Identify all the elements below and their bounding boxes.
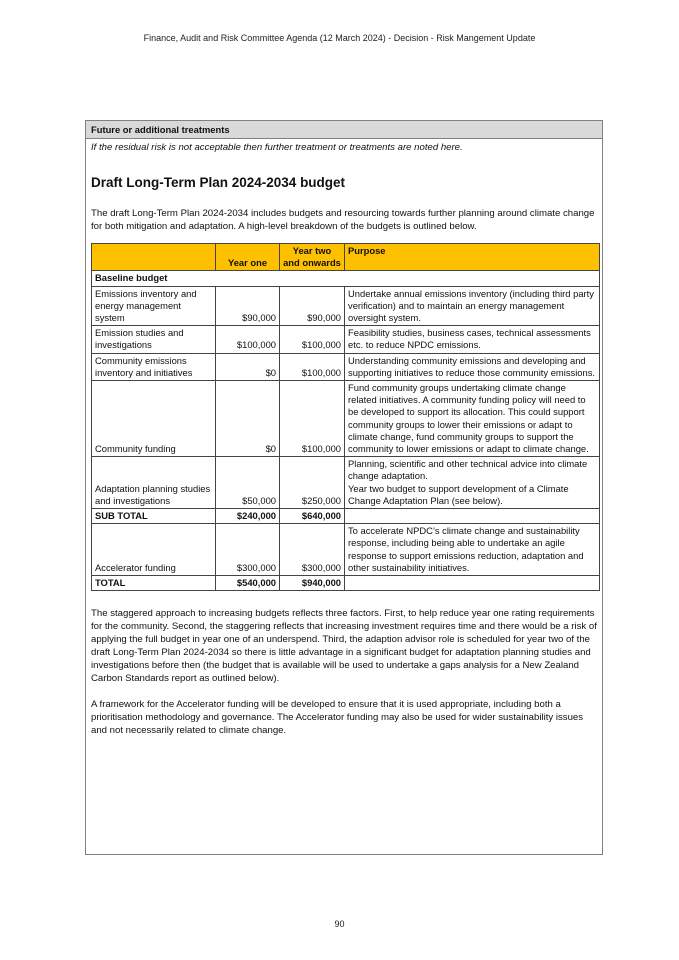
table-row (92, 286, 600, 326)
intro-paragraph: The draft Long-Term Plan 2024-2034 includes budgets and resourcing towards further planning around climate change for both mitigation and adaptation. A high-level breakdown of the budgets is outlined below. (91, 208, 595, 232)
baseline-row (92, 271, 600, 286)
row-year-two: $90,000 (280, 286, 345, 326)
total-label: TOTAL (92, 576, 216, 591)
header-year-one-label: Year one (227, 257, 268, 269)
total-year-two: $940,000 (280, 576, 345, 591)
row-purpose: Fund community groups undertaking climate change related initiatives. A community funding policy will need to be developed to support its allocation. This could support community groups to lower their emissions or adapt to climate change, fund community groups to support the community to lower emissions or adapt to climate change. (345, 381, 600, 457)
row-purpose: Feasibility studies, business cases, technical assessments etc. to reduce NPDC emissions. (345, 326, 600, 353)
total-purpose (345, 576, 600, 591)
budget-heading: Draft Long-Term Plan 2024-2034 budget (91, 175, 346, 190)
table-row (92, 326, 600, 353)
subtotal-year-one: $240,000 (216, 509, 280, 524)
subtotal-row (92, 509, 600, 524)
total-row (92, 576, 600, 591)
subtotal-purpose (345, 509, 600, 524)
header-year-two (280, 244, 345, 271)
row-purpose (345, 457, 600, 509)
section-note: If the residual risk is not acceptable then further treatment or treatments are noted here. (91, 142, 463, 153)
page-number: 90 (334, 919, 345, 929)
accelerator-year-one: $300,000 (216, 524, 280, 576)
row-year-two: $100,000 (280, 326, 345, 353)
subtotal-label: SUB TOTAL (92, 509, 216, 524)
row-year-one: $0 (216, 381, 280, 457)
row-purpose-line2: Year two budget to support development of a Climate Change Adaptation Plan (see below). (348, 482, 569, 506)
section-header: Future or additional treatments (86, 121, 602, 139)
row-item: Community emissions inventory and initiatives (92, 353, 216, 380)
header-year-two-line1: Year two (292, 245, 332, 256)
row-year-two: $100,000 (280, 353, 345, 380)
row-item: Emission studies and investigations (92, 326, 216, 353)
table-row (92, 457, 600, 509)
budget-table (91, 243, 600, 591)
row-item: Emissions inventory and energy management system (92, 286, 216, 326)
row-purpose: Understanding community emissions and developing and supporting initiatives to reduce those community emissions. (345, 353, 600, 380)
accelerator-item: Accelerator funding (92, 524, 216, 576)
row-year-one: $90,000 (216, 286, 280, 326)
header-year-one (216, 244, 280, 271)
table-row (92, 381, 600, 457)
staggered-paragraph: The staggered approach to increasing budgets reflects three factors. First, to help reduce year one rating requirements for the community. Second, the staggering reflects that increasing investment requires time and there would be a risk of applying the full budget in year one of an underspend. Third, the adaption advisor role is scheduled for year two of the draft Long-Term Plan 2024-2034 so there is little advantage in a significant budget for adaptation planning studies and investigations before then (the budget that is available will be used to undertake a gaps analysis for a New Zealand Carbon Standards report as outlined below). (91, 608, 597, 685)
accelerator-purpose: To accelerate NPDC’s climate change and sustainability response, including being able to undertake an agile response to support emissions reduction, adaptation and other sustainability initiatives. (345, 524, 600, 576)
header-item (92, 244, 216, 271)
accelerator-row (92, 524, 600, 576)
baseline-label: Baseline budget (92, 271, 600, 286)
framework-paragraph: A framework for the Accelerator funding will be developed to ensure that it is used appropriate, including both a prioritisation methodology and governance. The Accelerator funding may also be used for wider sustainability issues and not necessarily related to climate change. (91, 699, 584, 737)
row-year-two: $250,000 (280, 457, 345, 509)
table-row (92, 353, 600, 380)
row-year-one: $50,000 (216, 457, 280, 509)
header-year-two-line2: and onwards (283, 257, 341, 269)
accelerator-year-two: $300,000 (280, 524, 345, 576)
row-purpose: Undertake annual emissions inventory (including third party verification) and to maintain an energy management oversight system. (345, 286, 600, 326)
header-purpose: Purpose (345, 244, 600, 271)
treatments-box (85, 120, 603, 855)
row-year-one: $0 (216, 353, 280, 380)
row-item: Community funding (92, 381, 216, 457)
subtotal-year-two: $640,000 (280, 509, 345, 524)
row-year-two: $100,000 (280, 381, 345, 457)
total-year-one: $540,000 (216, 576, 280, 591)
row-item: Adaptation planning studies and investigations (92, 457, 216, 509)
table-header-row (92, 244, 600, 271)
row-purpose-line1: Planning, scientific and other technical advice into climate change adaptation. (348, 458, 588, 482)
page-header: Finance, Audit and Risk Committee Agenda (12 March 2024) - Decision - Risk Mangement Update (143, 33, 536, 43)
row-year-one: $100,000 (216, 326, 280, 353)
